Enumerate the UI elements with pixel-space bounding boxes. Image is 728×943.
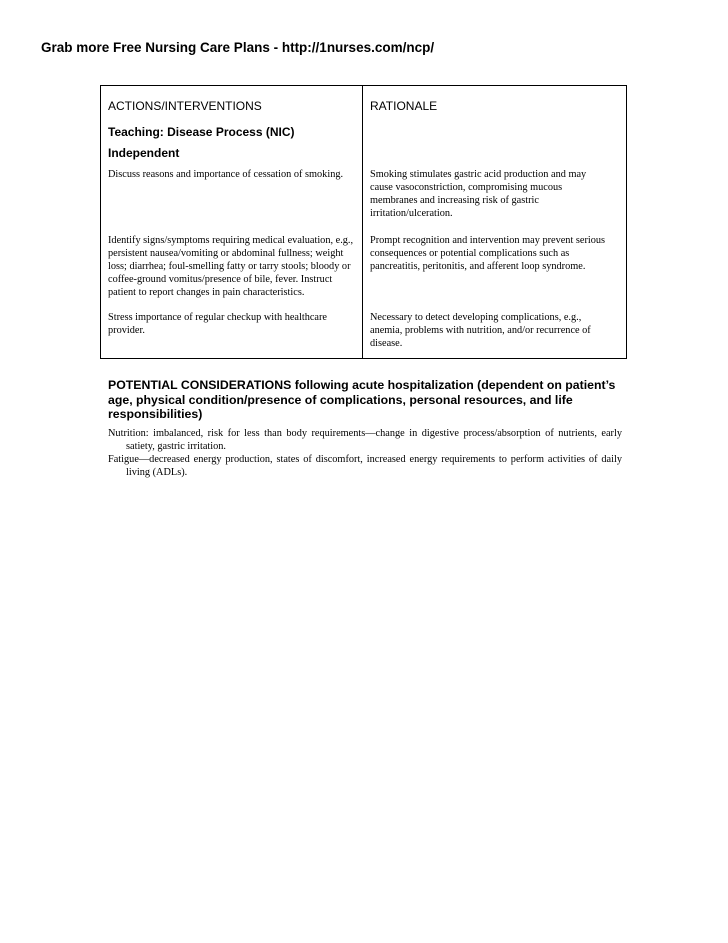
table-row-3-action: Stress importance of regular checkup with healthcare provider.: [108, 312, 328, 336]
table-row-1-action: Discuss reasons and importance of cessation of smoking.: [108, 169, 344, 180]
table-row-1-rationale: Smoking stimulates gastric acid production and may cause vasoconstriction, compromising mucous membranes and increasing risk of gastric irritation/ulceration.: [370, 169, 587, 219]
considerations-list: [108, 427, 622, 479]
page-banner: Grab more Free Nursing Care Plans - http://1nurses.com/ncp/: [41, 40, 435, 55]
subsection-title: Independent: [108, 146, 180, 160]
table-row-2-rationale: Prompt recognition and intervention may prevent serious consequences or potential complications such as pancreatitis, peritonitis, and afferent loop syndrome.: [370, 235, 606, 272]
list-item: Fatigue—decreased energy production, states of discomfort, increased energy requirements to perform activities of daily living (ADLs).: [108, 454, 622, 478]
section-title: Teaching: Disease Process (NIC): [108, 125, 295, 139]
list-item: Nutrition: imbalanced, risk for less than body requirements—change in digestive process/absorption of nutrients, early satiety, gastric irritation.: [108, 428, 622, 452]
column-header-rationale: RATIONALE: [370, 99, 438, 113]
column-divider: [362, 86, 363, 358]
considerations-title: POTENTIAL CONSIDERATIONS following acute hospitalization (dependent on patient’s age, physical condition/presence of complications, personal resources, and life responsibilities): [108, 378, 616, 421]
table-row-3-rationale: Necessary to detect developing complications, e.g., anemia, problems with nutrition, and/or recurrence of disease.: [370, 312, 591, 349]
column-header-actions: ACTIONS/INTERVENTIONS: [108, 99, 262, 113]
care-plan-table: [100, 85, 627, 359]
table-row-2-action: Identify signs/symptoms requiring medical evaluation, e.g., persistent nausea/vomiting or abdominal fullness; weight loss; diarrhea; foul-smelling fatty or tarry stools; bloody or coffee-ground vomitus/presence of bile, fever. Instruct patient to report changes in pain characteristics.: [108, 235, 354, 298]
